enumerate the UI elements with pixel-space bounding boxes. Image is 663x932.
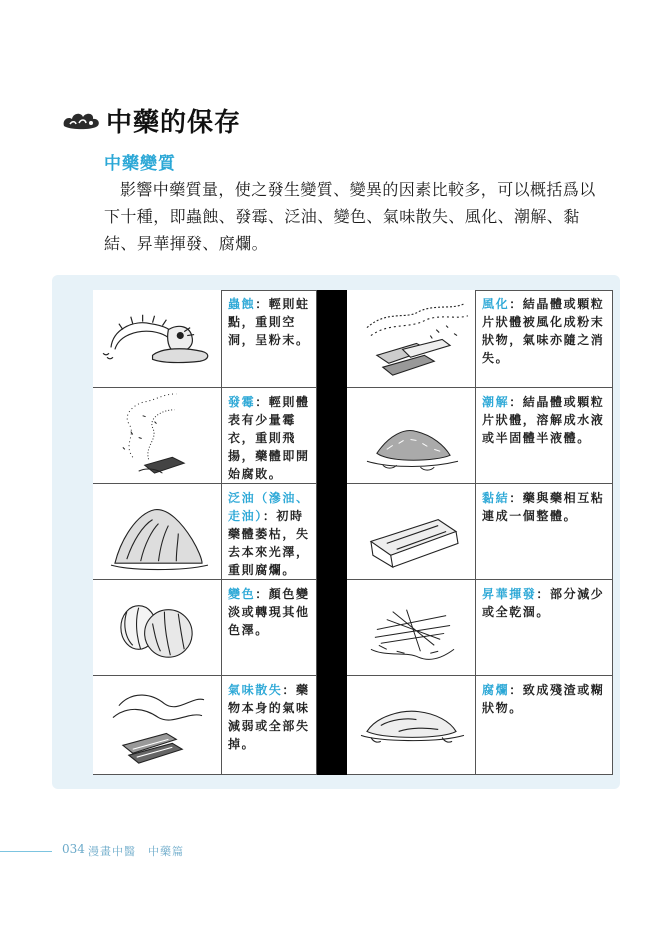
page-title: 中藥的保存 — [106, 107, 242, 138]
oil-seepage-illustration — [93, 484, 222, 580]
left-item-4 — [222, 580, 317, 676]
term-deliquescence: 潮解 — [482, 395, 510, 409]
deliquescence-illustration — [347, 388, 476, 484]
term-sublimation: 昇華揮發 — [482, 587, 537, 601]
desc-aroma-loss: ：藥物本身的氣味減弱或全部失掉。 — [228, 683, 310, 751]
weathering-illustration — [347, 290, 476, 388]
sublimation-illustration — [347, 580, 476, 676]
left-item-2 — [222, 388, 317, 484]
rotting-illustration — [347, 676, 476, 775]
term-weathering: 風化 — [482, 297, 510, 311]
left-item-5 — [222, 676, 317, 775]
desc-caking: ：藥與藥相互粘連成一個整體。 — [482, 491, 605, 523]
term-oil-seepage: 泛油（滲油、走油） — [228, 491, 310, 523]
aroma-loss-illustration — [93, 676, 222, 775]
caking-illustration — [347, 484, 476, 580]
term-discoloration: 變色 — [228, 587, 256, 601]
right-item-4 — [476, 580, 613, 676]
center-divider-bar — [317, 290, 347, 775]
term-mildew: 發霉 — [228, 395, 256, 409]
term-rotting: 腐爛 — [482, 683, 510, 697]
cloud-ornament-icon — [60, 106, 102, 134]
section-subtitle: 中藥變質 — [104, 154, 176, 174]
right-item-2 — [476, 388, 613, 484]
page-number: 034 — [62, 842, 85, 856]
section-name: 中藥篇 — [148, 845, 184, 858]
footer-rule — [0, 851, 52, 852]
discoloration-illustration — [93, 580, 222, 676]
desc-discoloration: ：顏色變淡或轉現其他色澤。 — [228, 587, 310, 637]
right-item-5 — [476, 676, 613, 775]
page-footer — [0, 842, 663, 862]
term-caking: 黏結 — [482, 491, 510, 505]
term-aroma-loss: 氣味散失 — [228, 683, 283, 697]
book-title: 漫畫中醫 — [88, 845, 136, 858]
mildew-illustration — [93, 388, 222, 484]
desc-deliquescence: ：結晶體或顆粒片狀體，溶解成水液或半固體半液體。 — [482, 395, 605, 445]
right-item-3 — [476, 484, 613, 580]
desc-oil-seepage: ：初時藥體萎枯，失去本來光澤，重則腐爛。 — [228, 509, 310, 577]
page-heading — [60, 100, 241, 140]
desc-rotting: ：致成殘渣或糊狀物。 — [482, 683, 605, 715]
desc-sublimation: ：部分減少或全乾涸。 — [482, 587, 605, 619]
term-insect-damage: 蟲蝕 — [228, 297, 256, 311]
right-item-1 — [476, 290, 613, 388]
desc-weathering: ：結晶體或顆粒片狀體被風化成粉末狀物，氣味亦隨之消失。 — [482, 297, 605, 365]
insect-damage-illustration — [93, 290, 222, 388]
intro-paragraph — [104, 176, 604, 257]
left-item-1 — [222, 290, 317, 388]
intro-text: 影響中藥質量，使之發生變質、變異的因素比較多，可以概括爲以下十種，即蟲蝕、發霉、泛油、變色、氣味散失、風化、潮解、黏結、昇華揮發、腐爛。 — [104, 180, 596, 253]
desc-mildew: ：輕則體表有少量霉衣，重則飛揚，藥體即開始腐敗。 — [228, 395, 310, 481]
desc-insect-damage: ：輕則蛀點，重則空洞，呈粉末。 — [228, 297, 310, 347]
left-item-3 — [222, 484, 317, 580]
